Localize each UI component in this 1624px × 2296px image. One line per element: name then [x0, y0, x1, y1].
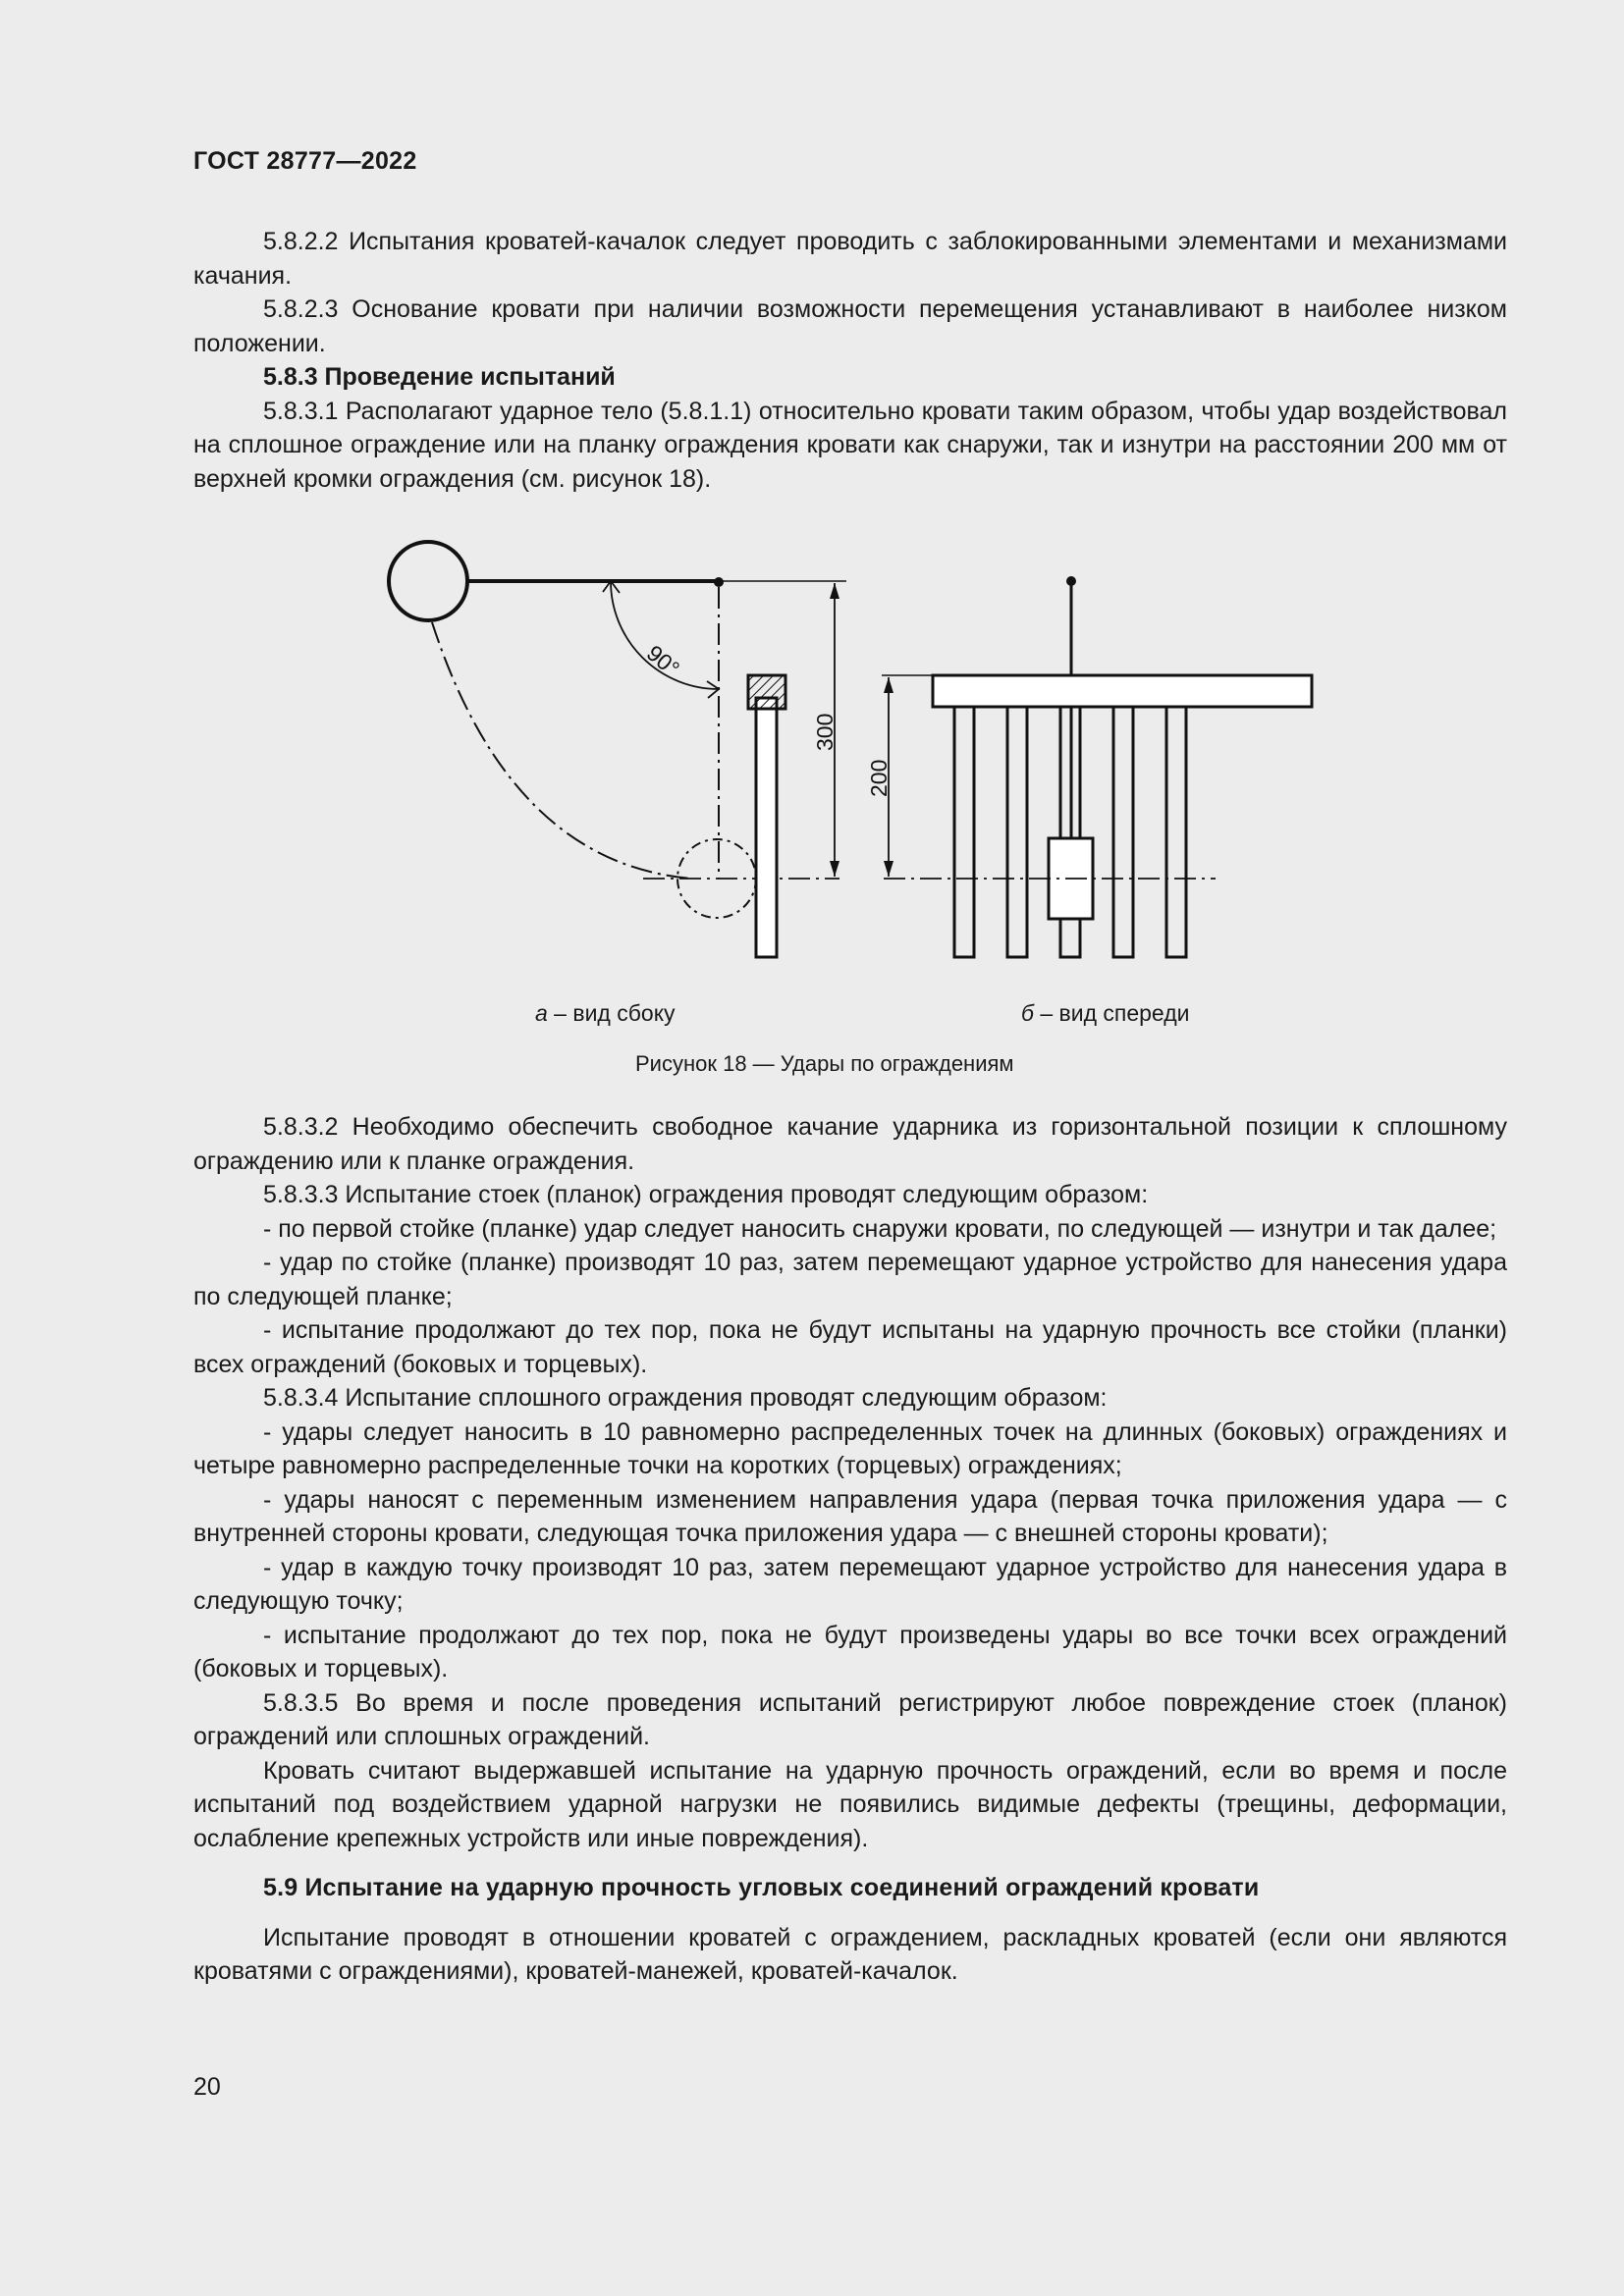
paragraph-5-9-intro: Испытание проводят в отношении кроватей с ограждением, раскладных кроватей (если они являются кроватями с ограждениями), кроватей-манежей, кроватей-качалок.	[193, 1923, 1507, 1985]
bed-top-rail	[933, 675, 1312, 707]
paragraph-5-8-3-1: 5.8.3.1 Располагают ударное тело (5.8.1.1) относительно кровати таким образом, чтобы удар воздействовал на сплошное ограждение или на планку ограждения кровати как снаружи, так и изнутри на расстоянии 200 мм от верхней кромки ограждения (см. рисунок 18).	[193, 397, 1507, 493]
rail-slat-5	[1166, 707, 1186, 957]
paragraph-conclusion: Кровать считают выдержавшей испытание на ударную прочность ограждений, если во время и после испытаний под воздействием ударной нагрузки не появились видимые дефекты (трещины, деформации, ослабление крепежных устройств или иные повреждения).	[193, 1756, 1507, 1852]
dimension-200-label: 200	[866, 759, 892, 797]
angle-label: 90°	[641, 639, 685, 682]
page-number: 20	[193, 2073, 221, 2101]
caption-b-letter: б	[1021, 1000, 1034, 1026]
rail-post-side	[756, 698, 777, 957]
pivot-point	[714, 577, 724, 587]
heading-5-8-3: 5.8.3 Проведение испытаний	[263, 363, 616, 391]
impactor-start-circle	[389, 542, 467, 620]
list-item: - по первой стойке (планке) удар следует наносить снаружи кровати, по следующей — изнутри и так далее;	[263, 1214, 1497, 1243]
list-item: - испытание продолжают до тех пор, пока не будут испытаны на ударную прочность все стойки (планки) всех ограждений (боковых и торцевых).	[193, 1316, 1507, 1378]
impactor-end-circle	[677, 839, 756, 918]
pivot-point-front	[1066, 576, 1076, 586]
caption-a-letter: а	[535, 1000, 548, 1026]
rail-slat-3	[1060, 707, 1080, 957]
angle-arc	[611, 581, 719, 689]
caption-b-text: – вид спереди	[1033, 1000, 1190, 1026]
caption-front-view	[1021, 999, 1189, 1027]
list-item: - испытание продолжают до тех пор, пока не будут произведены удары во все точки всех ограждений (боковых и торцевых).	[193, 1621, 1507, 1682]
document-header: ГОСТ 28777—2022	[193, 147, 417, 175]
paragraph-5-8-3-2: 5.8.3.2 Необходимо обеспечить свободное качание ударника из горизонтальной позиции к сплошному ограждению или к планке ограждения.	[193, 1113, 1507, 1175]
list-item: - удар в каждую точку производят 10 раз, затем перемещают ударное устройство для нанесения удара в следующую точку;	[193, 1553, 1507, 1615]
figure-title: Рисунок 18 — Удары по ограждениям	[635, 1051, 1014, 1076]
caption-side-view	[535, 999, 676, 1027]
rail-slat-1	[954, 707, 974, 957]
list-item: - удары следует наносить в 10 равномерно распределенных точек на длинных (боковых) ограждениях и четыре равномерно распределенные точки на коротких (торцевых) ограждениях;	[193, 1417, 1507, 1479]
paragraph-5-8-3-3: 5.8.3.3 Испытание стоек (планок) ограждения проводят следующим образом:	[263, 1181, 1149, 1208]
swing-arc	[432, 622, 692, 879]
dimension-300-label: 300	[812, 713, 838, 751]
list-item: - удары наносят с переменным изменением направления удара (первая точка приложения удара — с внутренней стороны кровати, следующая точка приложения удара — с внешней стороны кровати);	[193, 1485, 1507, 1547]
paragraph-5-8-2-3: 5.8.2.3 Основание кровати при наличии возможности перемещения устанавливают в наиболее низком положении.	[193, 295, 1507, 357]
list-item: - удар по стойке (планке) производят 10 раз, затем перемещают ударное устройство для нанесения удара по следующей планке;	[193, 1249, 1507, 1310]
caption-a-text: – вид сбоку	[547, 1000, 676, 1026]
heading-5-9: 5.9 Испытание на ударную прочность угловых соединений ограждений кровати	[263, 1874, 1260, 1901]
text-block-after-figure	[193, 1110, 1507, 1989]
paragraph-5-8-2-2: 5.8.2.2 Испытания кроватей-качалок следует проводить с заблокированными элементами и механизмами качания.	[193, 228, 1507, 290]
paragraph-5-8-3-4: 5.8.3.4 Испытание сплошного ограждения проводят следующим образом:	[263, 1384, 1108, 1412]
rail-slat-2	[1007, 707, 1027, 957]
paragraph-5-8-3-5: 5.8.3.5 Во время и после проведения испытаний регистрируют любое повреждение стоек (планок) ограждений или сплошных ограждений.	[193, 1688, 1507, 1750]
rail-slat-4	[1113, 707, 1133, 957]
impactor-front-body	[1049, 838, 1093, 919]
text-block-before-figure	[193, 225, 1507, 496]
rail-top-section-hatched	[748, 675, 785, 709]
